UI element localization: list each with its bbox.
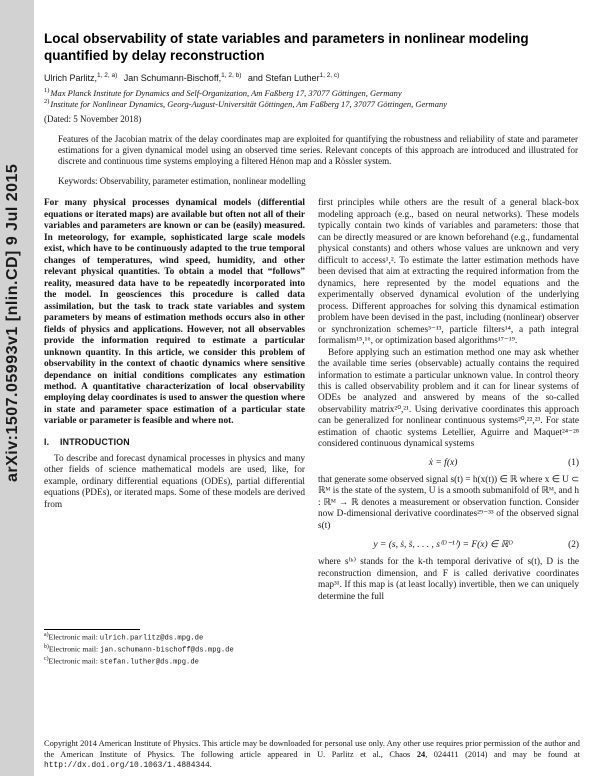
section-heading-introduction bbox=[44, 437, 305, 447]
footnotes-block bbox=[44, 629, 305, 669]
equation-1 bbox=[318, 458, 579, 468]
equation-2-number: (2) bbox=[568, 539, 579, 550]
date-line: (Dated: 5 November 2018) bbox=[44, 113, 142, 124]
equation-1-body: ẋ = f(x) bbox=[428, 457, 458, 468]
left-column bbox=[44, 198, 305, 668]
footnote-b-mark: b) bbox=[44, 643, 49, 650]
copyright-text-before: Copyright 2014 American Institute of Physics. This article may be downloaded for personal use only. Any other use requires prior permission of the author and the American Institute of Physics. The following article appeared in U. Parlitz et al., Chaos bbox=[44, 739, 580, 759]
affiliation-1-mark: 1) bbox=[44, 86, 50, 94]
paper-title: Local observability of state variables and parameters in nonlinear modeling quantified by delay reconstruction bbox=[44, 31, 529, 64]
section-number: I. bbox=[44, 436, 50, 447]
author-2-affil-marks: 1, 2, b) bbox=[221, 71, 242, 79]
copyright-text-after: . bbox=[209, 760, 212, 770]
copyright-volume: 24 bbox=[416, 749, 426, 759]
footnote-b-label: Electronic mail: bbox=[48, 644, 101, 654]
arxiv-sidebar bbox=[0, 0, 34, 776]
author-1-affil-marks: 1, 2, a) bbox=[97, 71, 118, 79]
arxiv-identifier: arXiv:1507.05993v1 [nlin.CD] 9 Jul 2015 bbox=[4, 163, 21, 482]
abstract: Features of the Jacobian matrix of the delay coordinates map are exploited for quantifying the robustness and reliability of state and parameter estimations for a given dynamical model using an observed time series. Relevant concepts of this approach are introduced and illustrated for discrete and continuous time systems employing a filtered Hénon map and a Rössler system. bbox=[58, 133, 578, 166]
footnote-c-mark: c) bbox=[44, 656, 49, 663]
author-1-name: Ulrich Parlitz, bbox=[44, 72, 98, 83]
affiliations-block bbox=[44, 87, 580, 109]
footnote-c-label: Electronic mail: bbox=[48, 656, 100, 666]
footnote-b-email-link[interactable]: jan.schumann-bischoff@ds.mpg.de bbox=[100, 646, 234, 655]
footnote-rule bbox=[44, 629, 140, 630]
lead-paragraph: For many physical processes dynamical models (differential equations or iterated maps) are available but often not all of their variables and parameters are known or can be (easily) measured. In meteorology, for example, sophisticated large scale models exist, which have to be continuously adapted to the true temporal changes of temperatures, wind speed, humidity, and other relevant physical quantities. To obtain a model that “follows” reality, measured data have to be repeatedly incorporated into the model. In geosciences this procedure is called data assimilation, but the task to track state variables and system parameters by means of estimation methods occurs also in other fields of physics and applications. However, not all observables provide the information required to estimate a particular unknown quantity. In this article, we consider this problem of observability in the context of chaotic dynamics where sensitive dependance on initial conditions complicates any estimation method. A quantitative characterization of local observability employing delay coordinates is used to answer the question where in state and parameter space estimation of a particular state variable or parameter is feasible and where not. bbox=[44, 198, 305, 427]
paper-content bbox=[44, 30, 580, 668]
affiliation-2-text: Institute for Nonlinear Dynamics, Georg-August-Universität Göttingen, Am Faßberg 17, 37077 Göttingen, Germany bbox=[50, 98, 447, 109]
equation-2-body: y = (s, ṡ, s̈, . . . , s⁽ᴰ⁻¹⁾) = F(x) ∈ ℝᴰ bbox=[373, 540, 513, 551]
footnote-a-email-link[interactable]: ulrich.parlitz@ds.mpg.de bbox=[99, 634, 204, 643]
footnote-line-c bbox=[44, 656, 305, 668]
intro-paragraph: To describe and forecast dynamical processes in physics and many other fields of science mathematical models are used, like, for example, ordinary differential equations (ODEs), partial differential equations (PDEs), or iterated maps. Some of these models are derived from bbox=[44, 453, 305, 510]
author-2 bbox=[124, 73, 242, 83]
affiliation-2-mark: 2) bbox=[44, 97, 50, 105]
equation-2 bbox=[318, 539, 579, 550]
paragraph-observed-signal: that generate some observed signal s(t) = h(x(t)) ∈ ℝ where x ∈ U ⊂ ℝᴹ is the state of the system, U is a smooth submanifold of ℝᴹ, and h : ℝᴹ → ℝ denotes a measurement or observation function. Consider now D-dimensional derivative coordinates²⁹⁻³³ of the observed signal s(t) bbox=[318, 474, 579, 531]
author-3-affil-marks: 1, 2, c) bbox=[319, 71, 340, 79]
footnote-line-b bbox=[44, 644, 305, 656]
footnote-a-label: Electronic mail: bbox=[48, 632, 100, 642]
footnote-c-email-link[interactable]: stefan.luther@ds.mpg.de bbox=[99, 658, 199, 667]
author-3-name: and Stefan Luther bbox=[247, 72, 320, 83]
affiliation-line-2 bbox=[44, 98, 580, 109]
copyright-notice bbox=[44, 739, 580, 771]
two-column-body bbox=[44, 198, 580, 668]
footnote-line-a bbox=[44, 632, 305, 644]
footnote-a-mark: a) bbox=[44, 631, 49, 638]
equation-1-number: (1) bbox=[568, 457, 579, 468]
right-column bbox=[318, 198, 579, 668]
author-3 bbox=[248, 73, 339, 83]
authors-line bbox=[44, 72, 580, 83]
doi-link[interactable]: http://dx.doi.org/10.1063/1.4884344 bbox=[44, 761, 210, 771]
affiliation-1-text: Max Planck Institute for Dynamics and Self-Organization, Am Faßberg 17, 37077 Göttingen, Germany bbox=[50, 87, 402, 98]
author-1 bbox=[44, 73, 117, 83]
paragraph-observability: Before applying such an estimation method one may ask whether the available time series (observable) actually contains the required information to estimate a particular unknown value. In control theory this is called observability problem and it can for linear systems of ODEs be analyzed and answered by means of the so-called observability matrix²⁰,²¹. Using derivative coordinates this approach can be generalized for nonlinear continuous systems²⁰,²²,²³. For state estimation of chaotic systems Letellier, Aguirre and Maquet²⁴⁻²⁸ considered continuous dynamical systems bbox=[318, 347, 579, 450]
affiliation-line-1 bbox=[44, 87, 580, 98]
keywords-line: Keywords: Observability, parameter estimation, nonlinear modelling bbox=[58, 176, 306, 187]
paragraph-first-principles: first principles while others are the result of a general black-box modeling approach (e.g., based on neural networks). These models typically contain two kinds of variables and parameters: those that can be directly measured or are known beforehand (e.g., fundamental physical constants) and others whose values are unknown and very difficult to access¹,². To estimate the latter estimation methods have been devised that aim at extracting the required information from the dynamics, here represented by the model equations and the experimentally observed dynamical evolution of the underlying process. Different approaches for solving this dynamical estimation problem have been devised in the past, including (nonlinear) observer or synchronization schemes³⁻¹³, particle filters¹⁴, a path integral formalism¹⁵,¹⁶, or optimization based algorithms¹⁷⁻¹⁹. bbox=[318, 198, 579, 347]
copyright-text-mid: , 024411 (2014) and may be found at bbox=[425, 749, 580, 759]
paragraph-derivative-map: where s⁽ᵏ⁾ stands for the k-th temporal derivative of s(t), D is the reconstruction dimension, and F is called derivative coordinates map³¹. If this map is (at least locally) invertible, then we can uniquely determine the full bbox=[318, 557, 579, 602]
section-title: INTRODUCTION bbox=[60, 436, 130, 447]
author-2-name: Jan Schumann-Bischoff, bbox=[123, 72, 222, 83]
